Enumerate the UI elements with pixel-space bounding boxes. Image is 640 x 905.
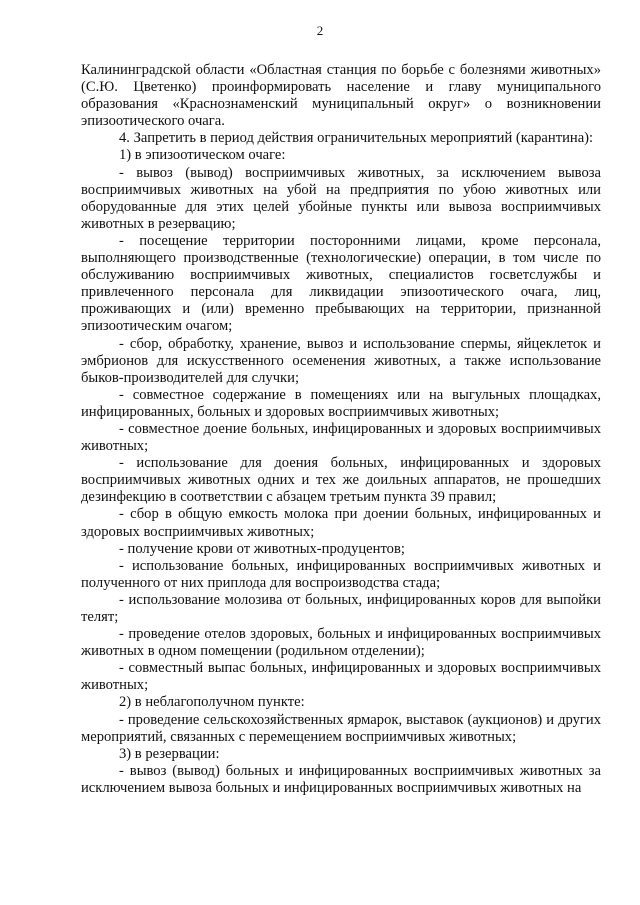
paragraph: - совместное содержание в помещениях или на выгульных площадках, инфицированных, больных и здоровых восприимчивых животных; <box>81 386 601 420</box>
document-body <box>81 62 601 797</box>
paragraph: - использование молозива от больных, инфицированных коров для выпойки телят; <box>81 591 601 625</box>
paragraph: - проведение сельскохозяйственных ярмарок, выставок (аукционов) и других мероприятий, связанных с перемещением восприимчивых животных; <box>81 711 601 745</box>
paragraph: 4. Запретить в период действия ограничительных мероприятий (карантина): <box>119 130 594 147</box>
paragraph: - посещение территории посторонними лицами, кроме персонала, выполняющего производственные (технологические) операции, в том числе по обслуживанию восприимчивых животных, специалистов госветслужбы и привлеченного персонала для ликвидации эпизоотического очага, лиц, проживающих и (или) временно пребывающих на территории, признанной эпизоотическим очагом; <box>81 232 601 335</box>
paragraph: - использование для доения больных, инфицированных и здоровых восприимчивых животных одних и тех же доильных аппаратов, не прошедших дезинфекцию в соответствии с абзацем третьим пункта 39 правил; <box>81 455 601 506</box>
paragraph: - получение крови от животных-продуцентов; <box>119 540 405 557</box>
paragraph: - совместный выпас больных, инфицированных и здоровых восприимчивых животных; <box>81 660 601 694</box>
paragraph: - совместное доение больных, инфицированных и здоровых восприимчивых животных; <box>81 420 601 455</box>
paragraph: - сбор в общую емкость молока при доении больных, инфицированных и здоровых восприимчивых животных; <box>81 506 601 540</box>
paragraph: - проведение отелов здоровых, больных и инфицированных восприимчивых животных в одном помещении (родильном отделении); <box>81 626 601 660</box>
paragraph: - вывоз (вывод) больных и инфицированных восприимчивых животных за исключением вывоза больных и инфицированных восприимчивых животных на <box>81 762 601 796</box>
paragraph: - использование больных, инфицированных восприимчивых животных и полученного от них приплода для воспроизводства стада; <box>81 557 601 591</box>
page-number: 2 <box>316 23 324 38</box>
paragraph: - сбор, обработку, хранение, вывоз и использование спермы, яйцеклеток и эмбрионов для искусственного осеменения животных, а также использование быков-производителей для случки; <box>81 335 601 386</box>
paragraph: 2) в неблагополучном пункте: <box>119 694 305 711</box>
paragraph: Калининградской области «Областная станция по борьбе с болезнями животных» (С.Ю. Цветенко) проинформировать население и главу муниципального образования «Краснознаменский муниципальный округ» о возникновении эпизоотического очага. <box>81 62 601 130</box>
paragraph: 1) в эпизоотическом очаге: <box>119 147 286 164</box>
paragraph: - вывоз (вывод) восприимчивых животных, за исключением вывоза восприимчивых животных на убой на предприятия по убою животных или оборудованные для этих целей убойные пункты или вывоза восприимчивых животных в резервацию; <box>81 164 601 232</box>
paragraph: 3) в резервации: <box>119 745 220 762</box>
